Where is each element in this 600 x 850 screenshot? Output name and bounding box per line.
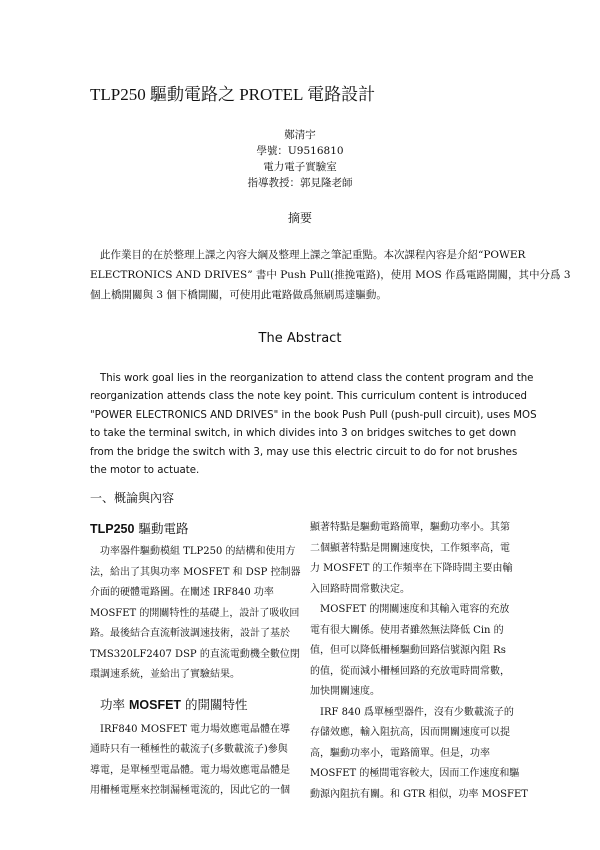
abstract-en-heading: The Abstract xyxy=(258,331,342,346)
subsection-bold: MOSFET xyxy=(128,697,182,712)
body-line: 入回路時間常數決定。 xyxy=(310,583,410,595)
section-heading: 一、概論與內容 xyxy=(90,491,175,505)
body-line: 加快開關速度。 xyxy=(310,686,380,697)
abstract-en-line: the motor to actuate. xyxy=(90,465,200,477)
abstract-zh-line: 此作業目的在於整理上課之內容大綱及整理上課之筆記重點。本次課程內容是介紹“POWER xyxy=(100,249,526,261)
body-line: TMS320LF2407 DSP 的直流電動機全數位閉 xyxy=(90,648,300,660)
body-line: 存儲效應，輸入阻抗高，因而開關速度可以提 xyxy=(310,727,510,738)
subsection-text: 驅動電路 xyxy=(134,521,189,536)
body-line: MOSFET 的極間電容較大，因而工作速度和驅 xyxy=(310,768,520,779)
subsection-bold: TLP250 xyxy=(90,522,135,536)
body-line: 功率器件驅動模組 TLP250 的結構和使用方 xyxy=(100,546,296,557)
abstract-zh-line: ELECTRONICS AND DRIVES” 書中 Push Pull(推挽電路)，使用 MOS 作爲電路開關，其中分爲 3 xyxy=(90,269,571,281)
body-line: 路。最後結合直流斬波調速技術，設計了基於 xyxy=(90,628,290,639)
subsection-text: 的開關特性 xyxy=(181,696,248,712)
advisor: 指導教授：郭見隆老師 xyxy=(247,177,353,189)
abstract-en-line: from the bridge the switch with 3, may use this electric circuit to do for not brushes xyxy=(90,446,518,458)
body-line: IRF 840 爲單極型器件，沒有少數載流子的 xyxy=(320,706,514,718)
left-column xyxy=(90,518,305,802)
body-line: 通時只有一種極性的載流子(多數載流子)參與 xyxy=(90,744,288,755)
body-line: 力 MOSFET 的工作頻率在下降時間主要由輸 xyxy=(310,563,513,574)
body-line: MOSFET 的開關特性的基礎上，設計了吸收回 xyxy=(90,607,300,619)
abstract-en-line: reorganization attends class the note key point. This curriculum content is introduced xyxy=(90,391,527,403)
abstract-zh-heading: 摘要 xyxy=(287,211,312,225)
right-column xyxy=(310,518,528,805)
student-id: 學號：U9516810 xyxy=(256,145,344,157)
author-name: 鄭清宇 xyxy=(284,129,316,141)
abstract-zh-line: 個上橋開關與 3 個下橋開關，可使用此電路做爲無刷馬達驅動。 xyxy=(90,289,387,301)
body-line: 值，但可以降低柵極驅動回路信號源內阻 Rs xyxy=(310,645,506,656)
lab-name: 電力電子實驗室 xyxy=(263,161,337,173)
body-line: 動源內阻抗有關。和 GTR 相似，功率 MOSFET xyxy=(310,788,528,800)
abstract-en-line: "POWER ELECTRONICS AND DRIVES" in the book Push Pull (push-pull circuit), uses MOS xyxy=(90,409,537,421)
abstract-en-line: to take the terminal switch, in which divides into 3 on bridges switches to get down xyxy=(90,428,517,440)
subsection-text: 功率 xyxy=(100,696,129,712)
subsection-heading-tlp250 xyxy=(90,518,305,540)
abstract-zh-body xyxy=(90,245,571,305)
body-line: 電有很大關係。使用者雖然無法降低 Cin 的 xyxy=(310,624,504,636)
author-block xyxy=(0,127,600,191)
body-line: 用柵極電壓來控制漏極電流的，因此它的一個 xyxy=(90,785,290,796)
paper-title: TLP250 驅動電路之 PROTEL 電路設計 xyxy=(90,85,376,104)
abstract-en-body xyxy=(90,370,537,480)
body-line: 高，驅動功率小，電路簡單。但是，功率 xyxy=(310,747,490,759)
body-line: 顯著特點是驅動電路簡單，驅動功率小。其第 xyxy=(310,522,510,533)
body-line: 介面的硬體電路圖。在闡述 IRF840 功率 xyxy=(90,587,274,598)
abstract-en-line: This work goal lies in the reorganization to attend class the content program and the xyxy=(100,373,534,384)
subsection-heading-mosfet xyxy=(90,694,305,716)
body-line: 法，給出了其與功率 MOSFET 和 DSP 控制器 xyxy=(90,566,301,578)
body-line: 二個顯著特點是開關速度快，工作頻率高，電 xyxy=(310,542,510,554)
body-line: 導電，是單極型電晶體。電力場效應電晶體是 xyxy=(90,764,290,776)
body-line: 的值，從而減小柵極回路的充放電時間常數， xyxy=(310,665,510,677)
body-line: IRF840 MOSFET 電力場效應電晶體在導 xyxy=(100,723,291,735)
body-line: MOSFET 的開關速度和其輸入電容的充放 xyxy=(320,604,510,615)
body-line: 環調速系統，並給出了實驗結果。 xyxy=(90,669,240,680)
